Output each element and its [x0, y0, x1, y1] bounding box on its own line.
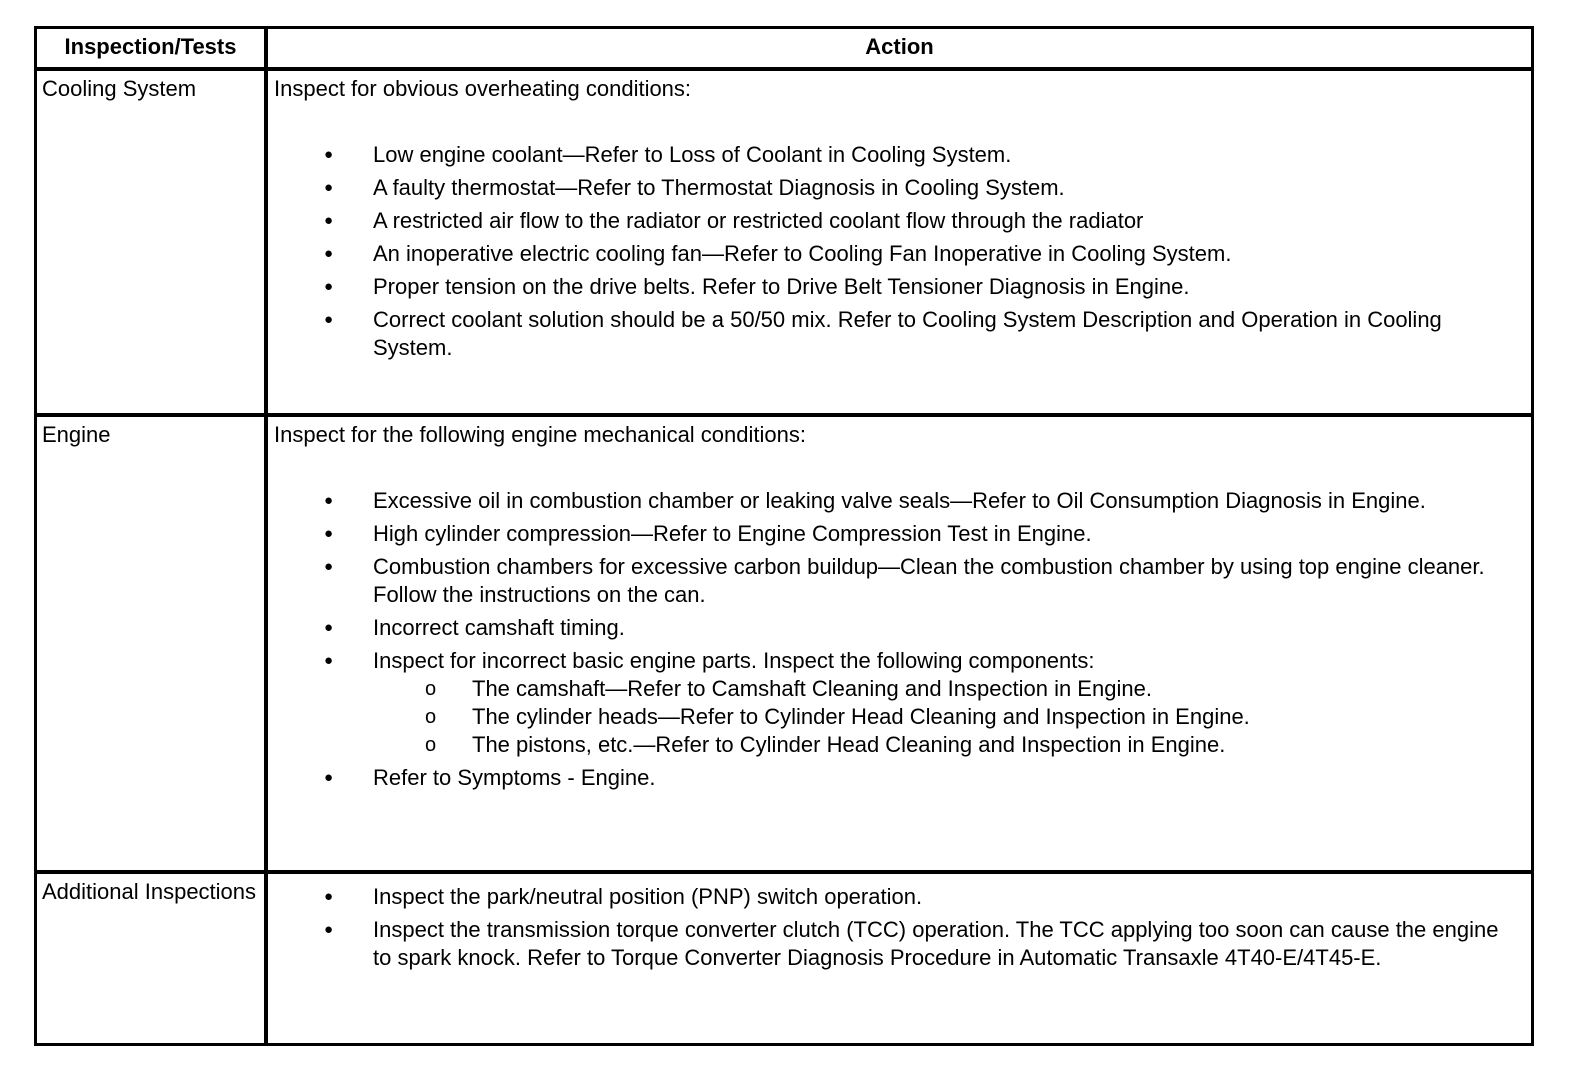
intro-text: Inspect for the following engine mechanical conditions: [274, 422, 806, 447]
table-row-additional-inspections [37, 870, 1531, 1043]
list-item: ● High cylinder compression—Refer to Engine Compression Test in Engine. [268, 520, 1531, 548]
list-item: ● Inspect the transmission torque converter clutch (TCC) operation. The TCC applying too soon can cause the engine to spark knock. Refer to Torque Converter Diagnosis Procedure in Automatic Transaxle 4T40-E/4T45-E. [268, 916, 1531, 972]
category-cooling-system: Cooling System [37, 71, 268, 413]
table-header-row [37, 29, 1531, 67]
header-action: Action [865, 34, 934, 59]
sub-list-item: o The cylinder heads—Refer to Cylinder Head Cleaning and Inspection in Engine. [373, 703, 1521, 731]
category-additional-inspections: Additional Inspections [37, 874, 268, 1043]
header-inspection-tests: Inspection/Tests [37, 29, 268, 67]
list-item: ● A faulty thermostat—Refer to Thermostat Diagnosis in Cooling System. [268, 174, 1531, 202]
list-item-with-subitems [268, 647, 1531, 759]
action-cell-cooling-system [268, 71, 1531, 413]
action-cell-engine [268, 417, 1531, 870]
intro-text: Inspect for obvious overheating conditions: [274, 76, 692, 101]
category-engine: Engine [37, 417, 268, 870]
list-item: ● An inoperative electric cooling fan—Refer to Cooling Fan Inoperative in Cooling System. [268, 240, 1531, 268]
list-item-text: Inspect for incorrect basic engine parts. Inspect the following components: [373, 648, 1095, 673]
list-item: ● A restricted air flow to the radiator or restricted coolant flow through the radiator [268, 207, 1531, 235]
diagnostic-table [34, 26, 1534, 1046]
sub-list-item: o The pistons, etc.—Refer to Cylinder Head Cleaning and Inspection in Engine. [373, 731, 1521, 759]
list-item: ● Low engine coolant—Refer to Loss of Coolant in Cooling System. [268, 141, 1531, 169]
list-item: ● Excessive oil in combustion chamber or leaking valve seals—Refer to Oil Consumption Diagnosis in Engine. [268, 487, 1531, 515]
bullet-list [268, 883, 1531, 972]
list-item: ● Combustion chambers for excessive carbon buildup—Clean the combustion chamber by using top engine cleaner. Follow the instructions on the can. [268, 553, 1531, 609]
list-item: ● Proper tension on the drive belts. Refer to Drive Belt Tensioner Diagnosis in Engine. [268, 273, 1531, 301]
table-row-cooling-system [37, 67, 1531, 413]
action-cell-additional-inspections [268, 874, 1531, 1043]
sub-list [373, 675, 1521, 759]
list-item: ● Refer to Symptoms - Engine. [268, 764, 1531, 792]
table-row-engine [37, 413, 1531, 870]
sub-list-item: o The camshaft—Refer to Camshaft Cleaning and Inspection in Engine. [373, 675, 1521, 703]
list-item: ● Incorrect camshaft timing. [268, 614, 1531, 642]
bullet-list [268, 487, 1531, 792]
list-item: ● Correct coolant solution should be a 50/50 mix. Refer to Cooling System Description and Operation in Cooling System. [268, 306, 1531, 362]
list-item: ● Inspect the park/neutral position (PNP) switch operation. [268, 883, 1531, 911]
bullet-list [268, 141, 1531, 362]
